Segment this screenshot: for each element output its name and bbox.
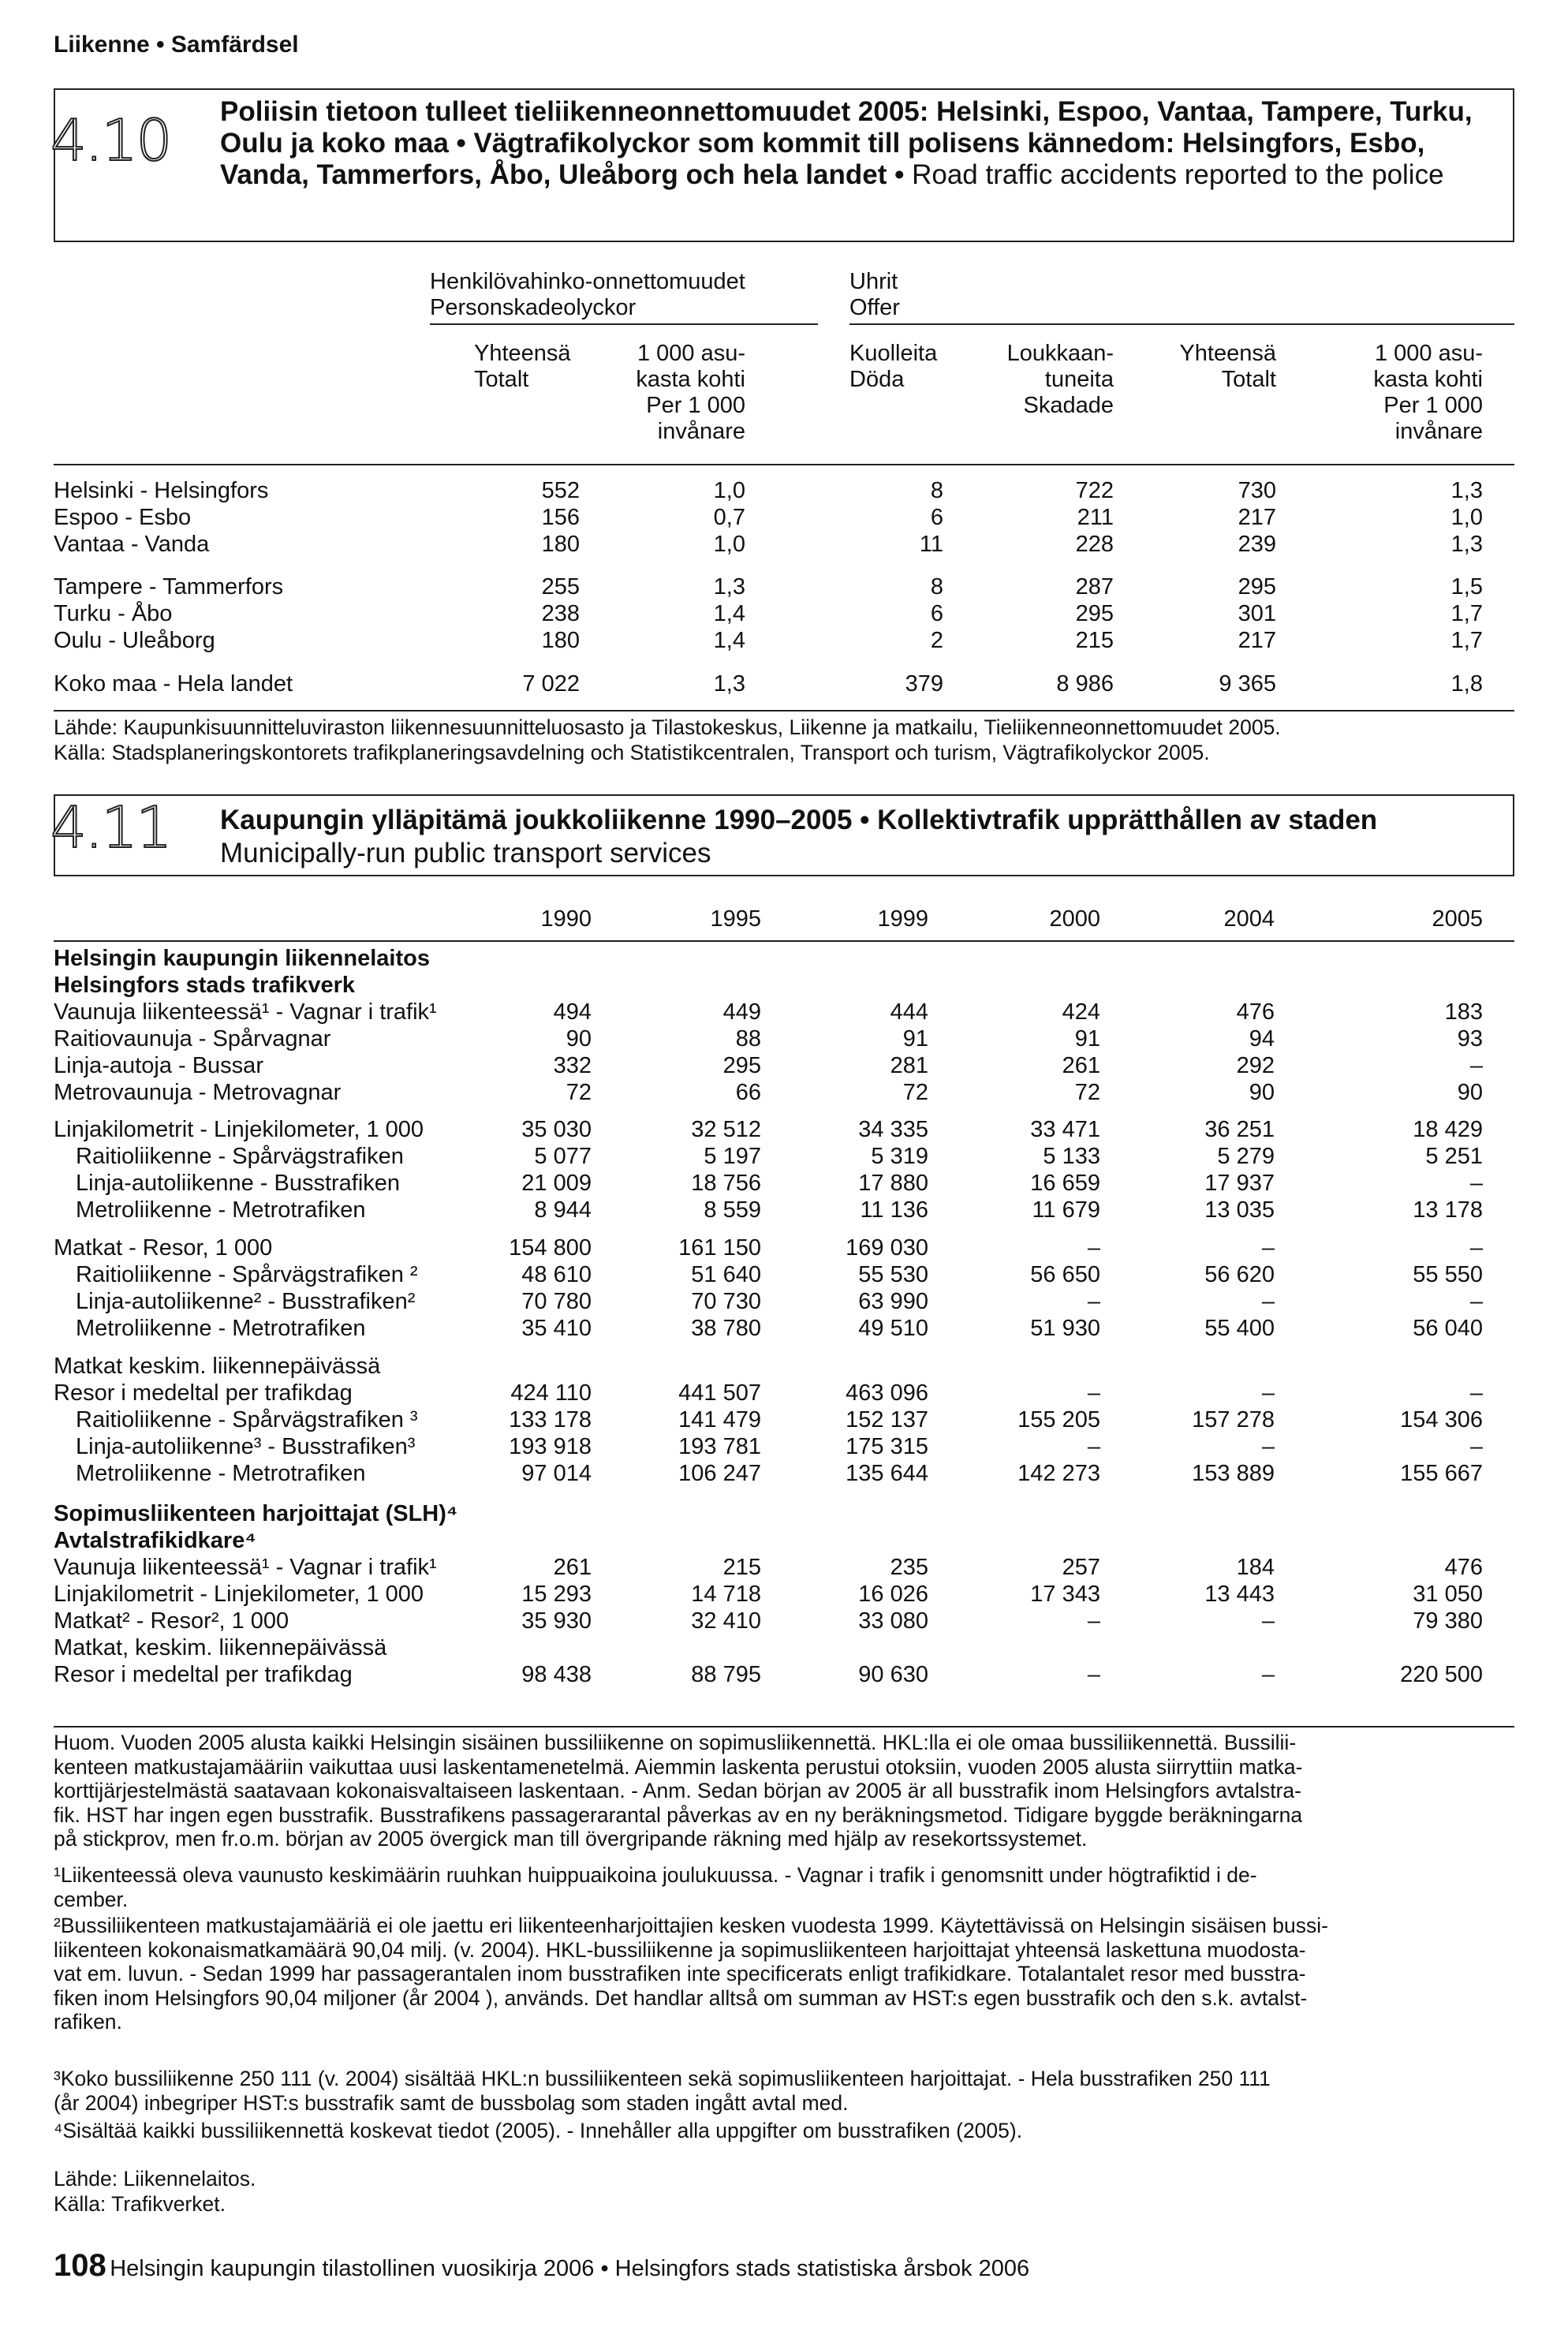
table-row	[0, 1380, 1568, 1407]
header-rule	[54, 464, 1514, 465]
table-cell: 88 795	[691, 1662, 761, 1687]
table-cell: 476	[1236, 999, 1275, 1025]
table-note: Huom. Vuoden 2005 alusta kaikki Helsingin sisäinen bussiliikenne on sopimusliikennettä. HKL:lla ei ole omaa bussiliikennettä. Bussilii- kenteen matkustajamääriin vaikuttaa uusi laskentamenetelmä. Aiemmin laskenta perustui otoksiin, vuoden 2005 alusta siirryttiin matka- korttijärjestelmästä saatavaan kokonaisvaltaiseen laskentaan. - Anm. Sedan början av 2005 är all busstrafik inom Helsingfors avtalstra- fik. HST har ingen egen busstrafik. Busstrafikens passagerarantal påverkas av en ny beräkningsmetod. Tidigare byggde beräkningarna på stickprov, men fr.o.m. början av 2005 övergick man till övergripande räkning med hjälp av resekortssystemet.	[54, 1731, 1303, 1851]
table-cell: 295	[1075, 601, 1114, 626]
table-cell: 48 610	[521, 1262, 592, 1287]
table-cell: 51 930	[1030, 1316, 1100, 1341]
table-cell: 1,3	[1450, 478, 1483, 503]
row-label: Metroliikenne - Metrotrafiken	[76, 1197, 366, 1223]
table-cell: 56 620	[1204, 1262, 1275, 1287]
row-label: Helsingfors stads trafikverk	[54, 973, 355, 998]
table-cell: 5 251	[1425, 1144, 1483, 1169]
table-cell: 17 937	[1204, 1171, 1275, 1196]
year-header: 1999	[877, 906, 928, 932]
table-cell: 141 479	[678, 1407, 761, 1432]
table-cell: 154 306	[1400, 1407, 1483, 1432]
table-cell: 35 410	[521, 1316, 592, 1341]
table-4-10-title-box	[50, 88, 1514, 242]
table-cell: 157 278	[1192, 1407, 1275, 1432]
table-cell: –	[1087, 1289, 1100, 1314]
table-cell: 261	[553, 1555, 592, 1580]
table-cell: 287	[1075, 574, 1114, 599]
table-cell: 552	[541, 478, 580, 503]
table-cell: 215	[1075, 628, 1114, 653]
table-cell: –	[1087, 1235, 1100, 1261]
table-cell: 49 510	[858, 1316, 928, 1341]
table-cell: 31 050	[1413, 1582, 1483, 1607]
table-cell: 33 471	[1030, 1117, 1100, 1142]
table-cell: –	[1087, 1434, 1100, 1459]
column-header: Loukkaan- tuneita Skadade	[1006, 341, 1114, 418]
table-cell: 5 077	[534, 1144, 592, 1169]
page-number: 108	[54, 2248, 106, 2283]
table-cell: 156	[541, 505, 580, 530]
table-cell: 38 780	[691, 1316, 761, 1341]
header-rule	[54, 940, 1514, 942]
row-label: Helsingin kaupungin liikennelaitos	[54, 946, 430, 971]
table-cell: 161 150	[678, 1235, 761, 1261]
table-cell: 16 026	[858, 1582, 928, 1607]
table-cell: 154 800	[509, 1235, 592, 1261]
table-row	[0, 1582, 1568, 1608]
table-row	[0, 671, 1568, 698]
table-cell: 6	[930, 505, 943, 530]
table-row	[0, 1662, 1568, 1689]
footnote: ⁴Sisältää kaikki bussiliikennettä koskevat tiedot (2005). - Innehåller alla uppgifter om busstrafiken (2005).	[54, 2119, 1023, 2142]
table-4-10-source: Lähde: Kaupunkisuunnitteluviraston liikennesuunnitteluosasto ja Tilastokeskus, Liikenne ja matkailu, Tieliikenneonnettomuudet 2005. Källa: Stadsplaneringskontorets trafikplaneringsavdelning och Statistikcentralen, Transport och turism, Vägtrafikolyckor 2005.	[54, 715, 1281, 764]
table-cell: –	[1087, 1608, 1100, 1634]
table-row	[0, 1026, 1568, 1053]
table-row	[0, 1117, 1568, 1144]
table-cell: 1,5	[1450, 574, 1483, 599]
table-cell: 18 429	[1413, 1117, 1483, 1142]
table-cell: 135 644	[846, 1461, 928, 1486]
table-cell: 155 667	[1400, 1461, 1483, 1486]
table-cell: 1,0	[713, 532, 745, 557]
table-cell: 1,7	[1450, 601, 1483, 626]
table-cell: 93	[1457, 1026, 1483, 1051]
table-row	[0, 1555, 1568, 1582]
table-cell: 5 319	[871, 1144, 928, 1169]
table-row	[0, 1461, 1568, 1488]
table-cell: 183	[1444, 999, 1483, 1025]
table-cell: 424	[1062, 999, 1100, 1025]
column-header: 1 000 asu- kasta kohti Per 1 000 invånare	[636, 341, 745, 444]
row-label: Avtalstrafikidkare⁴	[54, 1528, 256, 1553]
table-cell: 88	[735, 1026, 761, 1051]
table-cell: 215	[722, 1555, 761, 1580]
table-row	[0, 973, 1568, 999]
table-cell: 91	[902, 1026, 928, 1051]
table-cell: –	[1261, 1380, 1275, 1406]
table-cell: –	[1261, 1662, 1275, 1687]
table-title-bold: Poliisin tietoon tulleet tieliikenneonnettomuudet 2005: Helsinki, Espoo, Vantaa, Tampere, Turku, Oulu ja koko maa • Vägtrafikolyckor som kommit till polisens kännedom: Helsingfors, Esbo, Vanda, Tammerfors, Åbo, Uleåborg och hela landet •	[220, 96, 1473, 190]
table-cell: 1,7	[1450, 628, 1483, 653]
table-row	[0, 1262, 1568, 1289]
row-label: Resor i medeltal per trafikdag	[54, 1380, 353, 1406]
row-label: Linja-autoliikenne³ - Busstrafiken³	[76, 1434, 416, 1459]
row-label: Oulu - Uleåborg	[54, 628, 215, 653]
table-row	[0, 1354, 1568, 1380]
table-cell: 1,4	[713, 601, 745, 626]
column-header: Yhteensä Totalt	[474, 341, 571, 392]
row-label: Koko maa - Hela landet	[54, 671, 293, 697]
table-cell: 217	[1238, 628, 1276, 653]
table-cell: 91	[1074, 1026, 1100, 1051]
table-cell: 444	[890, 999, 928, 1025]
row-label: Linja-autoliikenne - Busstrafiken	[76, 1171, 401, 1196]
table-cell: 70 780	[521, 1289, 592, 1314]
table-cell: 217	[1238, 505, 1276, 530]
table-row	[0, 1316, 1568, 1343]
table-4-11-title-box	[50, 794, 1514, 876]
row-label: Tampere - Tammerfors	[54, 574, 284, 599]
table-cell: 180	[541, 628, 580, 653]
row-label: Matkat keskim. liikennepäivässä	[54, 1354, 381, 1379]
table-cell: 193 918	[509, 1434, 592, 1459]
table-cell: 1,0	[1450, 505, 1483, 530]
table-cell: 72	[566, 1080, 592, 1105]
table-cell: 8 944	[534, 1197, 592, 1223]
table-cell: 106 247	[678, 1461, 761, 1486]
row-label: Linjakilometrit - Linjekilometer, 1 000	[54, 1117, 424, 1142]
year-header: 2005	[1432, 906, 1483, 932]
table-cell: 184	[1236, 1555, 1275, 1580]
table-cell: 32 512	[691, 1117, 761, 1142]
table-cell: 56 650	[1030, 1262, 1100, 1287]
row-label: Espoo - Esbo	[54, 505, 192, 530]
table-cell: 1,4	[713, 628, 745, 653]
row-label: Linjakilometrit - Linjekilometer, 1 000	[54, 1582, 424, 1607]
row-label: Turku - Åbo	[54, 601, 173, 626]
year-header: 1990	[540, 906, 592, 932]
row-label: Vaunuja liikenteessä¹ - Vagnar i trafik¹	[54, 1555, 437, 1580]
table-cell: 90	[566, 1026, 592, 1051]
row-label: Linja-autoja - Bussar	[54, 1053, 263, 1078]
table-cell: 8 559	[704, 1197, 761, 1223]
table-cell: 13 178	[1413, 1197, 1483, 1223]
row-label: Helsinki - Helsingfors	[54, 478, 269, 503]
row-label: Raitioliikenne - Spårvägstrafiken	[76, 1144, 404, 1169]
table-cell: –	[1261, 1289, 1275, 1314]
row-label: Raitioliikenne - Spårvägstrafiken ³	[76, 1407, 418, 1432]
table-number: 4.11	[50, 794, 171, 861]
table-cell: 722	[1075, 478, 1114, 503]
row-label: Raitiovaunuja - Spårvagnar	[54, 1026, 331, 1051]
table-cell: 1,3	[713, 671, 745, 697]
table-cell: 72	[902, 1080, 928, 1105]
table-row	[0, 478, 1568, 505]
table-cell: –	[1261, 1434, 1275, 1459]
table-cell: 257	[1062, 1555, 1100, 1580]
year-header: 2000	[1049, 906, 1100, 932]
table-cell: 238	[541, 601, 580, 626]
table-cell: 5 133	[1043, 1144, 1100, 1169]
table-cell: 11 136	[860, 1197, 928, 1223]
table-row	[0, 1608, 1568, 1635]
column-header: 1 000 asu- kasta kohti Per 1 000 invånare	[1373, 341, 1483, 444]
table-cell: 14 718	[691, 1582, 761, 1607]
table-row	[0, 1635, 1568, 1662]
table-4-11-source: Lähde: Liikennelaitos. Källa: Trafikverket.	[54, 2167, 256, 2216]
table-cell: 63 990	[858, 1289, 928, 1314]
table-cell: 94	[1249, 1026, 1275, 1051]
table-row	[0, 1528, 1568, 1555]
footer-text: Helsingin kaupungin tilastollinen vuosikirja 2006 • Helsingfors stads statistiska årsbok 2006	[110, 2256, 1030, 2281]
table-bottom-rule	[54, 1726, 1514, 1728]
column-header: Yhteensä Totalt	[1179, 341, 1276, 392]
table-cell: 90	[1457, 1080, 1483, 1105]
table-cell: 1,3	[1450, 532, 1483, 557]
table-cell: 1,0	[713, 478, 745, 503]
table-cell: –	[1469, 1235, 1483, 1261]
table-number: 4.10	[50, 107, 171, 174]
table-row	[0, 1434, 1568, 1461]
table-row	[0, 1407, 1568, 1434]
table-cell: 98 438	[521, 1662, 592, 1687]
table-cell: –	[1469, 1434, 1483, 1459]
table-cell: 6	[930, 601, 943, 626]
table-cell: 34 335	[858, 1117, 928, 1142]
table-cell: 33 080	[858, 1608, 928, 1634]
table-cell: –	[1261, 1608, 1275, 1634]
table-cell: 55 400	[1204, 1316, 1275, 1341]
table-bottom-rule	[54, 710, 1514, 712]
table-cell: 17 880	[858, 1171, 928, 1196]
table-cell: 169 030	[846, 1235, 928, 1261]
table-cell: 55 550	[1413, 1262, 1483, 1287]
table-4-11-title	[220, 804, 1498, 870]
table-cell: 228	[1075, 532, 1114, 557]
table-cell: 133 178	[509, 1407, 592, 1432]
row-label: Metroliikenne - Metrotrafiken	[76, 1316, 366, 1341]
table-title-bold: Kaupungin ylläpitämä joukkoliikenne 1990–2005 • Kollektivtrafik upprätthållen av staden	[220, 805, 1378, 835]
table-cell: 153 889	[1192, 1461, 1275, 1486]
table-cell: 211	[1077, 505, 1114, 530]
table-row	[0, 628, 1568, 655]
table-cell: 18 756	[691, 1171, 761, 1196]
table-cell: 35 030	[521, 1117, 592, 1142]
table-cell: –	[1261, 1235, 1275, 1261]
table-cell: 235	[890, 1555, 928, 1580]
year-header: 1995	[710, 906, 761, 932]
table-row	[0, 601, 1568, 628]
table-cell: 13 443	[1204, 1582, 1275, 1607]
table-cell: –	[1469, 1053, 1483, 1078]
table-cell: –	[1087, 1662, 1100, 1687]
table-cell: 142 273	[1017, 1461, 1100, 1486]
table-cell: 5 197	[704, 1144, 761, 1169]
table-cell: 2	[930, 628, 943, 653]
table-row	[0, 1235, 1568, 1262]
row-label: Linja-autoliikenne² - Busstrafiken²	[76, 1289, 416, 1314]
column-group-victims: Uhrit Offer	[849, 269, 900, 320]
page-footer	[54, 2248, 1029, 2284]
table-cell: 220 500	[1400, 1662, 1483, 1687]
table-cell: 476	[1444, 1555, 1483, 1580]
table-cell: 1,8	[1450, 671, 1483, 697]
table-cell: 35 930	[521, 1608, 592, 1634]
group-underline	[849, 323, 1514, 325]
table-cell: 51 640	[691, 1262, 761, 1287]
table-cell: 449	[722, 999, 761, 1025]
footnote: ²Bussiliikenteen matkustajamääriä ei ole jaettu eri liikenteenharjoittajien kesken vuodesta 1999. Käytettävissä on Helsingin sisäisen bussi- liikenteen kokonaismatkamäärä 90,04 milj. (v. 2004). HKL-bussiliikenne ja sopimusliikenteen harjoittajat yhteensä laskettuna muodosta- vat em. luvun. - Sedan 1999 har passagerantalen inom busstrafiken inte specificerats enligt trafikidkare. Totalantalet resor med busstra- fiken inom Helsingfors 90,04 miljoner (år 2004 ), används. Det handlar alltså om summan av HST:s egen busstrafik och den s.k. avtalst- rafiken.	[54, 1914, 1328, 2034]
table-cell: 332	[553, 1053, 592, 1078]
table-cell: 15 293	[521, 1582, 592, 1607]
table-cell: –	[1087, 1380, 1100, 1406]
table-cell: 281	[890, 1053, 928, 1078]
year-header: 2004	[1223, 906, 1275, 932]
table-cell: 424 110	[510, 1380, 592, 1406]
running-header: Liikenne • Samfärdsel	[54, 32, 299, 58]
table-cell: 8	[930, 574, 943, 599]
row-label: Vaunuja liikenteessä¹ - Vagnar i trafik¹	[54, 999, 437, 1025]
table-cell: 193 781	[678, 1434, 761, 1459]
footnote: ³Koko bussiliikenne 250 111 (v. 2004) sisältää HKL:n bussiliikenteen sekä sopimusliikenteen harjoittajat. - Hela busstrafiken 250 111 (år 2004) inbegriper HST:s busstrafik samt de bussbolag som staden ingått avtal med.	[54, 2067, 1271, 2115]
table-cell: 97 014	[521, 1461, 592, 1486]
table-cell: 1,3	[713, 574, 745, 599]
table-cell: 261	[1062, 1053, 1100, 1078]
table-row	[0, 1197, 1568, 1224]
table-row	[0, 1053, 1568, 1080]
table-row	[0, 1501, 1568, 1528]
table-row	[0, 1144, 1568, 1171]
table-cell: 8	[930, 478, 943, 503]
table-cell: 463 096	[846, 1380, 928, 1406]
table-cell: 8 986	[1056, 671, 1114, 697]
table-cell: 180	[541, 532, 580, 557]
table-cell: 13 035	[1204, 1197, 1275, 1223]
table-cell: 21 009	[521, 1171, 592, 1196]
table-row	[0, 1171, 1568, 1197]
group-underline	[430, 323, 818, 325]
table-row	[0, 999, 1568, 1026]
row-label: Matkat - Resor, 1 000	[54, 1235, 273, 1261]
table-cell: 255	[541, 574, 580, 599]
row-label: Matkat² - Resor², 1 000	[54, 1608, 289, 1634]
table-cell: –	[1469, 1171, 1483, 1196]
row-label: Resor i medeltal per trafikdag	[54, 1662, 353, 1687]
table-cell: –	[1469, 1380, 1483, 1406]
table-cell: 66	[735, 1080, 761, 1105]
table-cell: 17 343	[1030, 1582, 1100, 1607]
table-cell: 79 380	[1413, 1608, 1483, 1634]
table-cell: 11 679	[1032, 1197, 1100, 1223]
table-cell: 295	[1238, 574, 1276, 599]
table-cell: 90 630	[858, 1662, 928, 1687]
row-label: Raitioliikenne - Spårvägstrafiken ²	[76, 1262, 418, 1287]
table-cell: 90	[1249, 1080, 1275, 1105]
table-row	[0, 505, 1568, 532]
table-cell: 7 022	[522, 671, 580, 697]
table-cell: 175 315	[846, 1434, 928, 1459]
table-cell: 55 530	[858, 1262, 928, 1287]
table-cell: 730	[1238, 478, 1276, 503]
table-row	[0, 946, 1568, 973]
row-label: Metrovaunuja - Metrovagnar	[54, 1080, 342, 1105]
table-row	[0, 1289, 1568, 1316]
table-cell: 441 507	[678, 1380, 761, 1406]
table-row	[0, 574, 1568, 601]
row-label: Vantaa - Vanda	[54, 532, 210, 557]
table-cell: 0,7	[713, 505, 745, 530]
table-cell: 5 279	[1217, 1144, 1275, 1169]
table-4-10-title	[220, 96, 1498, 191]
table-cell: 36 251	[1204, 1117, 1275, 1142]
table-cell: 152 137	[846, 1407, 928, 1432]
column-header: Kuolleita Döda	[849, 341, 938, 392]
table-title-english: Road traffic accidents reported to the police	[912, 159, 1444, 190]
table-cell: 9 365	[1219, 671, 1276, 697]
table-cell: 379	[905, 671, 943, 697]
table-cell: 494	[553, 999, 592, 1025]
table-cell: –	[1469, 1289, 1483, 1314]
table-cell: 292	[1236, 1053, 1275, 1078]
table-cell: 155 205	[1017, 1407, 1100, 1432]
table-cell: 239	[1238, 532, 1276, 557]
row-label: Matkat, keskim. liikennepäivässä	[54, 1635, 387, 1660]
column-group-accidents: Henkilövahinko-onnettomuudet Personskadeolyckor	[430, 269, 745, 320]
table-cell: 56 040	[1413, 1316, 1483, 1341]
row-label: Metroliikenne - Metrotrafiken	[76, 1461, 366, 1486]
table-cell: 70 730	[691, 1289, 761, 1314]
table-title-english: Municipally-run public transport services	[220, 838, 711, 868]
table-cell: 72	[1074, 1080, 1100, 1105]
table-cell: 11	[919, 532, 943, 557]
table-row	[0, 532, 1568, 558]
table-row	[0, 1080, 1568, 1107]
table-cell: 16 659	[1030, 1171, 1100, 1196]
row-label: Sopimusliikenteen harjoittajat (SLH)⁴	[54, 1501, 458, 1526]
table-cell: 301	[1238, 601, 1276, 626]
footnote: ¹Liikenteessä oleva vaunusto keskimäärin ruuhkan huippuaikoina joulukuussa. - Vagnar i trafik i genomsnitt under högtrafiktid i de- cember.	[54, 1863, 1257, 1911]
table-cell: 32 410	[691, 1608, 761, 1634]
table-cell: 295	[722, 1053, 761, 1078]
